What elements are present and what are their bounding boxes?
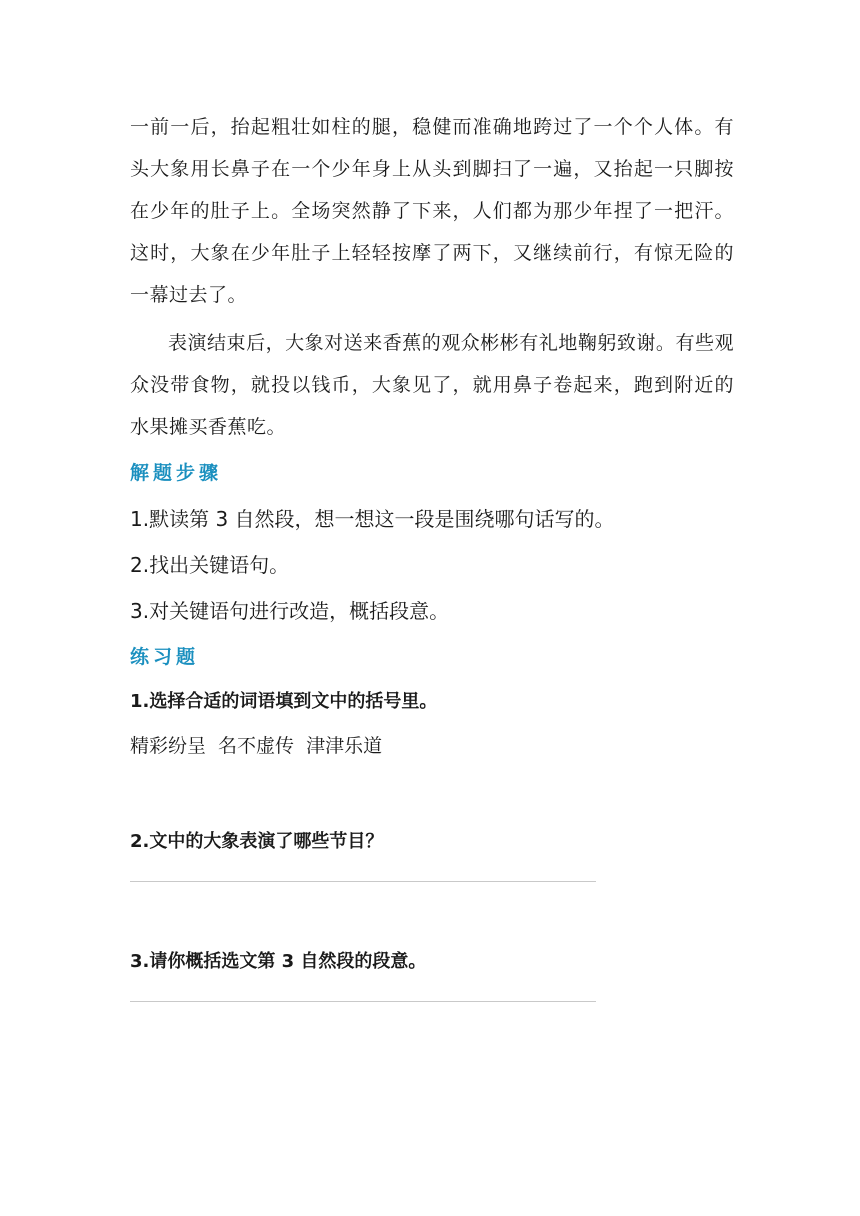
- passage-paragraph-2: 表演结束后，大象对送来香蕉的观众彬彬有礼地鞠躬致谢。有些观众没带食物，就投以钱币，大象见了，就用鼻子卷起来，跑到附近的水果摊买香蕉吃。: [130, 332, 734, 438]
- exercise-section-title: 练习题: [130, 646, 200, 668]
- question-1-word-choices: 精彩纷呈 名不虚传 津津乐道: [130, 735, 383, 757]
- question-1: 1.选择合适的词语填到文中的括号里。: [130, 691, 438, 712]
- question-2-answer-line[interactable]: [130, 880, 596, 882]
- question-2: 2.文中的大象表演了哪些节目？: [130, 831, 384, 852]
- step-2: 2.找出关键语句。: [130, 553, 290, 577]
- question-3-answer-line[interactable]: [130, 1000, 596, 1002]
- passage-paragraph-1: 一前一后，抬起粗壮如柱的腿，稳健而准确地跨过了一个个人体。有头大象用长鼻子在一个少年身上从头到脚扫了一遍，又抬起一只脚按在少年的肚子上。全场突然静了下来，人们都为那少年捏了一把汗。这时，大象在少年肚子上轻轻按摩了两下，又继续前行，有惊无险的一幕过去了。: [130, 116, 734, 306]
- step-1: 1.默读第 3 自然段，想一想这一段是围绕哪句话写的。: [130, 507, 615, 531]
- step-3: 3.对关键语句进行改造，概括段意。: [130, 599, 450, 623]
- document-page: [130, 106, 734, 1002]
- steps-section-title: 解题步骤: [130, 462, 223, 484]
- question-3: 3.请你概括选文第 3 自然段的段意。: [130, 951, 427, 972]
